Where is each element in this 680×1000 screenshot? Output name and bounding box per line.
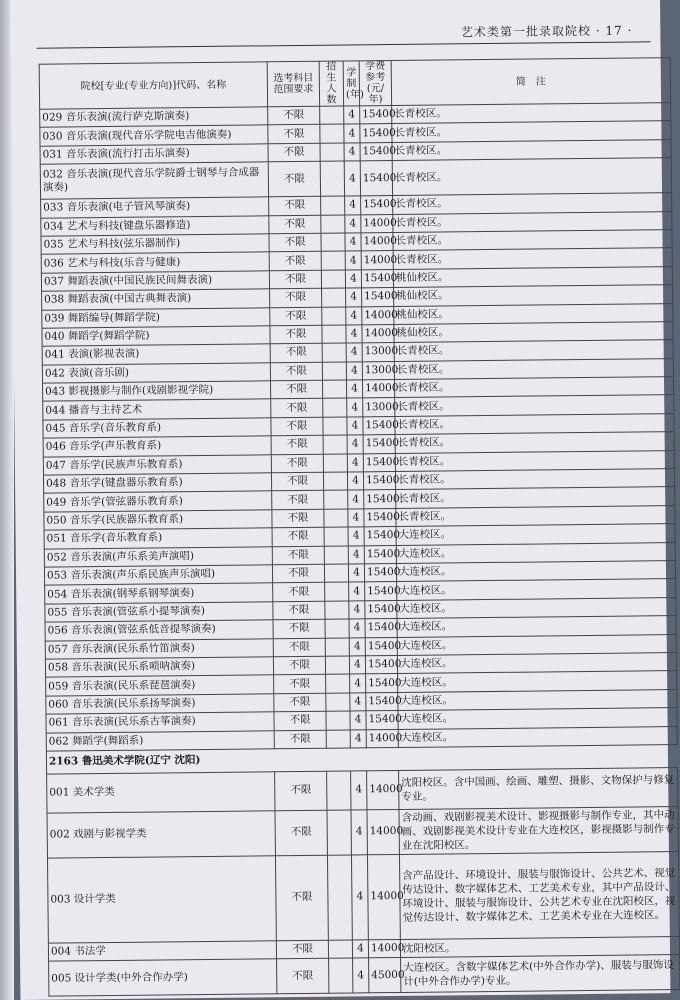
note-cell: 含动画、戏剧影视美术设计、影视摄影与制作专业，其中动画、戏剧影视美术设计专业在大连校区，影视摄影与制作专业在沈阳校区。 [399, 806, 678, 854]
years-cell: 4 [347, 435, 363, 454]
years-cell: 4 [350, 674, 366, 693]
subject-req-cell: 不限 [269, 252, 321, 271]
years-cell: 4 [347, 398, 363, 417]
col-header-note: 简 注 [391, 58, 670, 106]
program-name-cell: 004 书法学 [48, 941, 276, 962]
years-cell: 4 [348, 527, 364, 546]
subject-req-cell: 不限 [275, 810, 327, 856]
note-cell: 含产品设计、环境设计、服装与服饰设计、公共艺术、视觉传达设计、数字媒体艺术、工艺美术专业，其中产品设计、环境设计、服装与服饰设计、公共艺术专业在沈阳校区，视觉传达设计、数字媒体艺术、工艺美术专业在大连校区。 [399, 851, 679, 939]
enroll-count-cell [323, 472, 347, 491]
years-cell: 4 [346, 288, 362, 307]
subject-req-cell: 不限 [271, 435, 323, 454]
fee-cell: 15400 [361, 269, 393, 288]
col-header-count: 招生人数 [319, 61, 343, 106]
enroll-count-cell [321, 215, 345, 234]
years-cell: 4 [349, 582, 365, 601]
enroll-count-cell [325, 601, 349, 620]
note-cell: 长青校区。 [396, 505, 675, 526]
note-cell: 长青校区。 [394, 358, 673, 379]
fee-cell: 15400 [365, 600, 397, 619]
enroll-count-cell [322, 380, 346, 399]
years-cell: 4 [345, 214, 361, 233]
note-cell: 长青校区。 [393, 193, 672, 214]
subject-req-cell: 不限 [270, 325, 322, 344]
subject-req-cell: 不限 [269, 215, 321, 234]
table-row [47, 851, 679, 943]
program-name-cell: 033 音乐表演(电子管风琴演奏) [41, 197, 269, 218]
note-cell: 桃仙校区。 [394, 285, 673, 306]
fee-cell: 15400 [364, 545, 396, 564]
years-cell: 4 [350, 711, 366, 730]
subject-req-cell: 不限 [268, 106, 320, 125]
program-name-cell: 003 设计学类 [47, 856, 276, 943]
note-cell: 大连校区。 [397, 579, 676, 600]
fee-cell: 15400 [365, 637, 397, 656]
years-cell: 4 [349, 656, 365, 675]
program-name-cell: 032 音乐表演(现代音乐学院爵士钢琴与合成器演奏) [40, 162, 268, 199]
years-cell: 4 [349, 619, 365, 638]
program-name-cell: 053 音乐表演(声乐系民族声乐演唱) [44, 565, 272, 586]
subject-req-cell: 不限 [273, 638, 325, 657]
note-cell: 大连校区。 [398, 689, 677, 710]
note-cell: 长青校区。 [393, 248, 672, 269]
fee-cell: 15400 [362, 288, 394, 307]
enroll-count-cell [323, 398, 347, 417]
fee-cell: 15400 [363, 453, 395, 472]
years-cell: 4 [349, 637, 365, 656]
fee-cell: 14000 [362, 380, 394, 399]
enroll-count-cell [326, 693, 350, 712]
years-cell: 4 [348, 490, 364, 509]
fee-cell: 15400 [360, 142, 392, 161]
fee-cell: 14000 [367, 809, 399, 854]
fee-cell: 15400 [363, 435, 395, 454]
subject-req-cell: 不限 [271, 399, 323, 418]
program-name-cell: 052 音乐表演(声乐系美声演唱) [44, 546, 272, 567]
program-name-cell: 029 音乐表演(流行萨克斯演奏) [40, 107, 268, 128]
program-name-cell: 001 美术学类 [47, 772, 275, 813]
enroll-count-cell [324, 509, 348, 528]
enroll-count-cell [322, 362, 346, 381]
fee-cell: 14000 [368, 939, 400, 958]
note-cell: 沈阳校区。 [400, 936, 679, 957]
enroll-count-cell [325, 619, 349, 638]
fee-cell: 14000 [362, 324, 394, 343]
col-header-years: 学制(年) [343, 61, 359, 106]
fee-cell: 13000 [362, 361, 394, 380]
program-name-cell: 038 舞蹈表演(中国古典舞表演) [42, 289, 270, 310]
program-name-cell: 057 音乐表演(民乐系竹笛演奏) [45, 638, 273, 659]
program-name-cell: 048 音乐学(键盘器乐教育系) [43, 473, 271, 494]
table-row [49, 955, 680, 997]
subject-req-cell: 不限 [272, 564, 324, 583]
note-cell: 长青校区。 [396, 487, 675, 508]
table-header-row [39, 58, 670, 110]
program-name-cell: 061 音乐表演(民乐系古筝演奏) [46, 712, 274, 733]
program-name-cell: 054 音乐表演(钢琴系钢琴演奏) [45, 583, 273, 604]
enroll-count-cell [321, 196, 345, 215]
enroll-count-cell [324, 490, 348, 509]
enroll-count-cell [324, 564, 348, 583]
note-cell: 大连校区。 [398, 726, 677, 747]
enroll-count-cell [327, 855, 352, 940]
admissions-table [39, 57, 680, 997]
program-name-cell: 037 舞蹈表演(中国民族民间舞表演) [41, 271, 269, 292]
note-cell: 大连校区。 [397, 616, 676, 637]
subject-req-cell: 不限 [274, 693, 326, 712]
years-cell: 4 [344, 161, 360, 196]
years-cell: 4 [344, 143, 360, 162]
fee-cell: 15400 [365, 619, 397, 638]
subject-req-cell: 不限 [271, 472, 323, 491]
fee-cell: 15400 [363, 416, 395, 435]
subject-req-cell: 不限 [272, 546, 324, 565]
years-cell: 4 [351, 810, 367, 855]
note-cell: 桃仙校区。 [394, 303, 673, 324]
note-cell: 大连校区。 [396, 524, 675, 545]
note-cell: 大连校区。含数字媒体艺术(中外合作办学)、服装与服饰设计(中外合作办学)专业。 [401, 955, 680, 993]
fee-cell: 14000 [361, 251, 393, 270]
col-header-req: 选考科目范围要求 [267, 61, 319, 107]
enroll-count-cell [322, 288, 346, 307]
program-name-cell: 040 舞蹈学(舞蹈学院) [42, 326, 270, 347]
years-cell: 4 [349, 601, 365, 620]
enroll-count-cell [326, 674, 350, 693]
note-cell: 桃仙校区。 [394, 321, 673, 342]
subject-req-cell: 不限 [274, 711, 326, 730]
subject-req-cell: 不限 [269, 233, 321, 252]
enroll-count-cell [325, 582, 349, 601]
subject-req-cell: 不限 [276, 940, 328, 959]
subject-req-cell: 不限 [269, 196, 321, 215]
program-name-cell: 046 音乐学(声乐教育系) [43, 436, 271, 457]
note-cell: 大连校区。 [398, 708, 677, 729]
enroll-count-cell [326, 711, 350, 730]
subject-req-cell: 不限 [271, 380, 323, 399]
fee-cell: 15400 [366, 692, 398, 711]
subject-req-cell: 不限 [273, 601, 325, 620]
fee-cell: 15400 [364, 508, 396, 527]
program-name-cell: 050 音乐学(民族器乐教育系) [44, 510, 272, 531]
note-cell: 桃仙校区。 [393, 266, 672, 287]
table-row [47, 767, 678, 813]
enroll-count-cell [323, 454, 347, 473]
program-name-cell: 035 艺术与科技(弦乐器制作) [41, 234, 269, 255]
note-cell: 长青校区。 [395, 395, 674, 416]
fee-cell: 15400 [365, 655, 397, 674]
program-name-cell: 047 音乐学(民族声乐教育系) [43, 454, 271, 475]
subject-req-cell: 不限 [268, 161, 320, 197]
enroll-count-cell [329, 958, 353, 993]
program-name-cell: 045 音乐学(音乐教育系) [43, 418, 271, 439]
years-cell: 4 [345, 233, 361, 252]
years-cell: 4 [350, 693, 366, 712]
enroll-count-cell [321, 233, 345, 252]
fee-cell: 15400 [366, 711, 398, 730]
enroll-count-cell [327, 771, 351, 810]
subject-req-cell: 不限 [275, 771, 327, 811]
program-name-cell: 005 设计学类(中外合作办学) [49, 959, 277, 996]
note-cell: 长青校区。 [395, 432, 674, 453]
subject-req-cell: 不限 [270, 362, 322, 381]
program-name-cell: 055 音乐表演(管弦系小提琴演奏) [45, 602, 273, 623]
fee-cell: 14000 [367, 854, 400, 939]
note-cell: 大连校区。 [397, 634, 676, 655]
program-name-cell: 051 音乐学(音乐教育系) [44, 528, 272, 549]
enroll-count-cell [322, 307, 346, 326]
note-cell: 长青校区。 [394, 377, 673, 398]
years-cell: 4 [345, 270, 361, 289]
table-body [40, 103, 680, 997]
program-name-cell: 059 音乐表演(民乐系琵琶演奏) [46, 675, 274, 696]
enroll-count-cell [324, 546, 348, 565]
col-header-name: 院校[专业(专业方向)]代码、名称 [39, 62, 267, 109]
fee-cell: 15400 [360, 106, 392, 125]
years-cell: 4 [346, 362, 362, 381]
fee-cell: 15400 [364, 527, 396, 546]
col-header-fee: 学费参考(元/年) [359, 61, 391, 106]
subject-req-cell: 不限 [269, 270, 321, 289]
program-name-cell: 049 音乐学(管弦器乐教育系) [44, 491, 272, 512]
program-name-cell: 030 音乐表演(现代音乐学院电吉他演奏) [40, 125, 268, 146]
fee-cell: 15400 [363, 472, 395, 491]
years-cell: 4 [345, 196, 361, 215]
years-cell: 4 [347, 417, 363, 436]
fee-cell: 14000 [361, 214, 393, 233]
fee-cell: 14000 [366, 729, 398, 748]
subject-req-cell: 不限 [272, 509, 324, 528]
years-cell: 4 [346, 380, 362, 399]
enroll-count-cell [323, 435, 347, 454]
enroll-count-cell [320, 124, 344, 143]
note-cell: 大连校区。 [396, 561, 675, 582]
school-name: 2163 鲁迅美术学院(辽宁 沈阳) [46, 744, 677, 774]
years-cell: 4 [351, 855, 368, 940]
subject-req-cell: 不限 [273, 656, 325, 675]
fee-cell: 45000 [369, 958, 401, 993]
program-name-cell: 036 艺术与科技(乐音与健康) [41, 252, 269, 273]
years-cell: 4 [351, 771, 367, 810]
enroll-count-cell [327, 810, 351, 855]
note-cell: 大连校区。 [398, 671, 677, 692]
note-cell: 大连校区。 [396, 542, 675, 563]
note-cell: 沈阳校区。含中国画、绘画、雕塑、摄影、文物保护与修复专业。 [399, 767, 678, 809]
years-cell: 4 [346, 306, 362, 325]
subject-req-cell: 不限 [270, 344, 322, 363]
subject-req-cell: 不限 [274, 675, 326, 694]
subject-req-cell: 不限 [277, 958, 329, 994]
note-cell: 长青校区。 [392, 158, 671, 196]
program-name-cell: 039 舞蹈编导(舞蹈学院) [42, 307, 270, 328]
years-cell: 4 [353, 958, 369, 993]
subject-req-cell: 不限 [272, 527, 324, 546]
fee-cell: 14000 [361, 232, 393, 251]
note-cell: 长青校区。 [392, 103, 671, 124]
fee-cell: 15400 [364, 490, 396, 509]
program-name-cell: 056 音乐表演(管弦系低音提琴演奏) [45, 620, 273, 641]
enroll-count-cell [323, 417, 347, 436]
enroll-count-cell [321, 251, 345, 270]
enroll-count-cell [320, 106, 344, 125]
note-cell: 长青校区。 [392, 121, 671, 142]
program-name-cell: 060 音乐表演(民乐系扬琴演奏) [46, 693, 274, 714]
note-cell: 长青校区。 [393, 230, 672, 251]
table-row [47, 806, 678, 858]
enroll-count-cell [324, 527, 348, 546]
years-cell: 4 [348, 545, 364, 564]
years-cell: 4 [344, 106, 360, 125]
subject-req-cell: 不限 [273, 619, 325, 638]
fee-cell: 14000 [362, 306, 394, 325]
years-cell: 4 [346, 343, 362, 362]
note-cell: 大连校区。 [397, 597, 676, 618]
enroll-count-cell [326, 729, 350, 748]
years-cell: 4 [347, 453, 363, 472]
document-page [10, 0, 676, 1000]
program-name-cell: 031 音乐表演(流行打击乐演奏) [40, 144, 268, 165]
program-name-cell: 041 表演(影视表演) [42, 344, 270, 365]
fee-cell: 15400 [365, 582, 397, 601]
running-header: 艺术类第一批录取院校 · 17 · [460, 23, 633, 40]
enroll-count-cell [325, 638, 349, 657]
years-cell: 4 [344, 124, 360, 143]
years-cell: 4 [352, 940, 368, 959]
fee-cell: 15400 [360, 124, 392, 143]
subject-req-cell: 不限 [275, 855, 328, 941]
fee-cell: 15400 [364, 563, 396, 582]
note-cell: 长青校区。 [395, 469, 674, 490]
program-name-cell: 044 播音与主持艺术 [43, 399, 271, 420]
program-name-cell: 062 舞蹈学(舞蹈系) [46, 730, 274, 751]
years-cell: 4 [347, 472, 363, 491]
enroll-count-cell [325, 656, 349, 675]
fee-cell: 15400 [366, 674, 398, 693]
subject-req-cell: 不限 [271, 454, 323, 473]
note-cell: 长青校区。 [395, 413, 674, 434]
enroll-count-cell [320, 143, 344, 162]
fee-cell: 13000 [363, 398, 395, 417]
fee-cell: 15400 [360, 161, 392, 196]
note-cell: 大连校区。 [397, 652, 676, 673]
fee-cell: 15400 [361, 196, 393, 215]
note-cell: 长青校区。 [393, 211, 672, 232]
header-rule [37, 41, 651, 48]
program-name-cell: 002 戏剧与影视学类 [47, 811, 275, 858]
fee-cell: 14000 [367, 770, 399, 809]
program-name-cell: 034 艺术与科技(键盘乐器修造) [41, 215, 269, 236]
years-cell: 4 [346, 325, 362, 344]
subject-req-cell: 不限 [271, 417, 323, 436]
subject-req-cell: 不限 [273, 583, 325, 602]
enroll-count-cell [322, 343, 346, 362]
subject-req-cell: 不限 [268, 143, 320, 162]
subject-req-cell: 不限 [268, 125, 320, 144]
enroll-count-cell [321, 270, 345, 289]
note-cell: 长青校区。 [395, 450, 674, 471]
note-cell: 长青校区。 [392, 139, 671, 160]
years-cell: 4 [348, 509, 364, 528]
program-name-cell: 043 影视摄影与制作(戏剧影视学院) [43, 381, 271, 402]
fee-cell: 13000 [362, 343, 394, 362]
subject-req-cell: 不限 [270, 288, 322, 307]
years-cell: 4 [350, 729, 366, 748]
years-cell: 4 [348, 564, 364, 583]
program-name-cell: 042 表演(音乐剧) [42, 362, 270, 383]
subject-req-cell: 不限 [272, 491, 324, 510]
program-name-cell: 058 音乐表演(民乐系唢呐演奏) [45, 657, 273, 678]
note-cell: 长青校区。 [394, 340, 673, 361]
enroll-count-cell [328, 940, 352, 959]
subject-req-cell: 不限 [274, 730, 326, 749]
enroll-count-cell [320, 161, 344, 196]
subject-req-cell: 不限 [270, 307, 322, 326]
years-cell: 4 [345, 251, 361, 270]
enroll-count-cell [322, 325, 346, 344]
